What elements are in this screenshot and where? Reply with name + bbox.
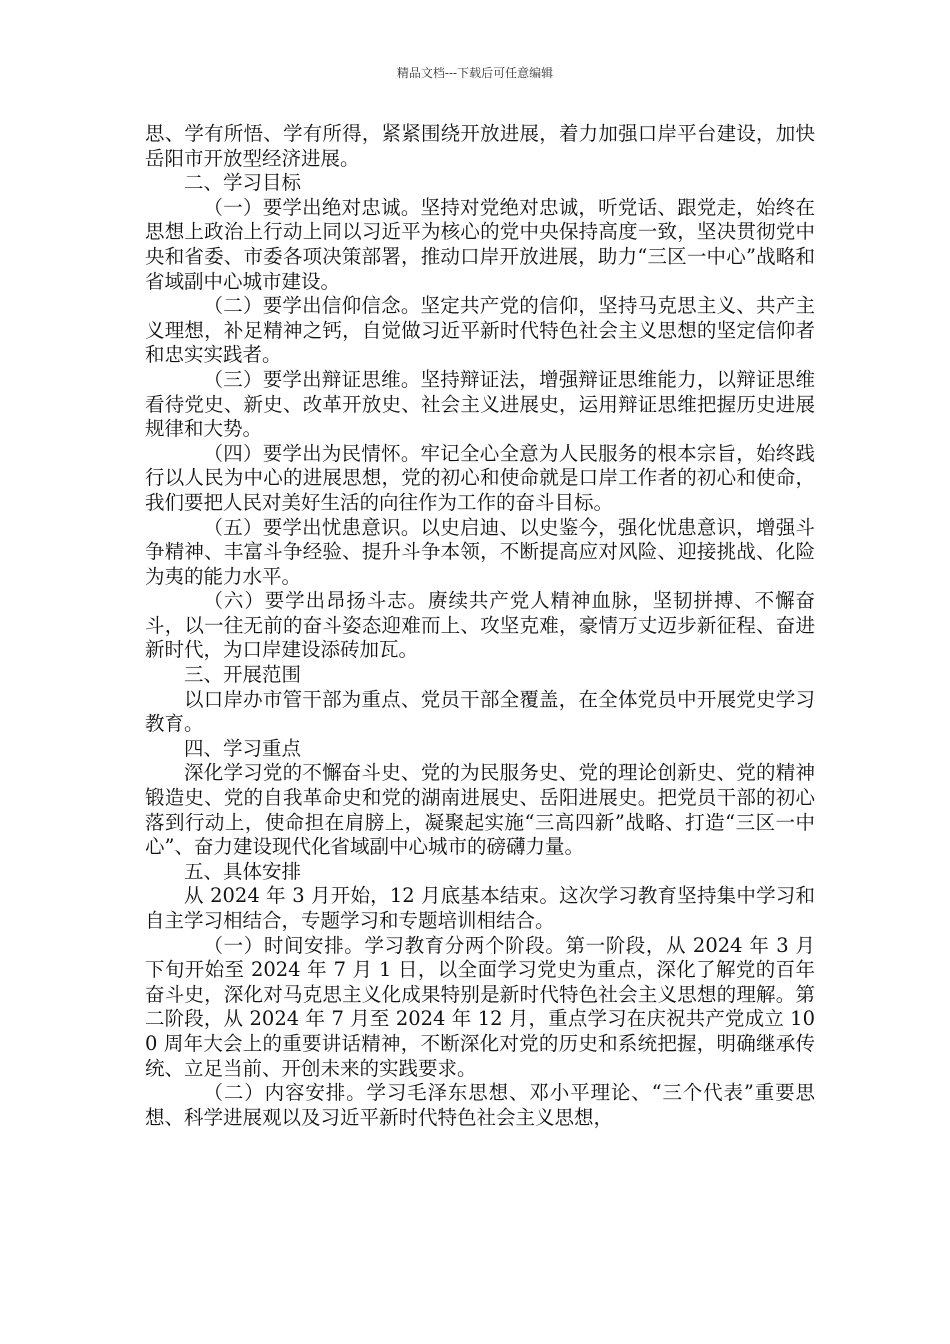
paragraph-belief: （二）要学出信仰信念。坚定共产党的信仰，坚持马克思主义、共产主义理想，补足精神之钙，自觉做习近平新时代特色社会主义思想的坚定信仰者和忠实实践者。	[145, 294, 815, 367]
paragraph-focus: 深化学习党的不懈奋斗史、党的为民服务史、党的理论创新史、党的精神锻造史、党的自我革命史和党的湖南进展史、岳阳进展史。把党员干部的初心落到行动上，使命担在肩膀上，凝聚起实施“三高四新”战略、打造“三区一中心”、奋力建设现代化省域副中心城市的磅礴力量。	[145, 761, 815, 859]
paragraph-vigilance: （五）要学出忧患意识。以史启迪、以史鉴今，强化忧患意识，增强斗争精神、丰富斗争经验、提升斗争本领，不断提高应对风险、迎接挑战、化险为夷的能力水平。	[145, 515, 815, 588]
paragraph-content: （二）内容安排。学习毛泽东思想、邓小平理论、“三个代表”重要思想、科学进展观以及习近平新时代特色社会主义思想，	[145, 1081, 815, 1129]
paragraph-arrangements: 从 2024 年 3 月开始，12 月底基本结束。这次学习教育坚持集中学习和自主学习相结合，专题学习和专题培训相结合。	[145, 884, 815, 932]
section-heading-objectives: 二、学习目标	[184, 171, 302, 195]
document-body	[145, 122, 815, 1130]
page-header: 精品文档---下载后可任意编辑	[396, 66, 554, 80]
section-heading-arrangements: 五、具体安排	[184, 859, 302, 883]
section-heading-focus: 四、学习重点	[184, 736, 302, 760]
paragraph-morale: （六）要学出昂扬斗志。赓续共产党人精神血脉，坚韧拼搏、不懈奋斗，以一往无前的奋斗姿态迎难而上、攻坚克难，豪情万丈迈步新征程、奋进新时代，为口岸建设添砖加瓦。	[145, 589, 815, 662]
paragraph-loyalty: （一）要学出绝对忠诚。坚持对党绝对忠诚，听党话、跟党走，始终在思想上政治上行动上同以习近平为核心的党中央保持高度一致，坚决贯彻党中央和省委、市委各项决策部署，推动口岸开放进展，助力“三区一中心”战略和省域副中心城市建设。	[145, 195, 815, 293]
paragraph-schedule: （一）时间安排。学习教育分两个阶段。第一阶段，从 2024 年 3 月下旬开始至 2024 年 7 月 1 日，以全面学习党史为重点，深化了解党的百年奋斗史，深化对马克思主义化成果特别是新时代特色社会主义思想的理解。第二阶段，从 2024 年 7 月至 2024 年 12 月，重点学习在庆祝共产党成立 100 周年大会上的重要讲话精神，不断深化对党的历史和系统把握，明确继承传统、立足当前、开创未来的实践要求。	[145, 933, 815, 1080]
paragraph-continuation: 思、学有所悟、学有所得，紧紧围绕开放进展，着力加强口岸平台建设，加快岳阳市开放型经济进展。	[145, 122, 815, 170]
section-heading-scope: 三、开展范围	[184, 663, 302, 687]
paragraph-scope: 以口岸办市管干部为重点、党员干部全覆盖，在全体党员中开展党史学习教育。	[145, 687, 815, 736]
paragraph-people: （四）要学出为民情怀。牢记全心全意为人民服务的根本宗旨，始终践行以人民为中心的进展思想，党的初心和使命就是口岸工作者的初心和使命，我们要把人民对美好生活的向往作为工作的奋斗目标。	[145, 441, 815, 514]
paragraph-dialectics: （三）要学出辩证思维。坚持辩证法，增强辩证思维能力，以辩证思维看待党史、新史、改革开放史、社会主义进展史，运用辩证思维把握历史进展规律和大势。	[145, 367, 815, 441]
